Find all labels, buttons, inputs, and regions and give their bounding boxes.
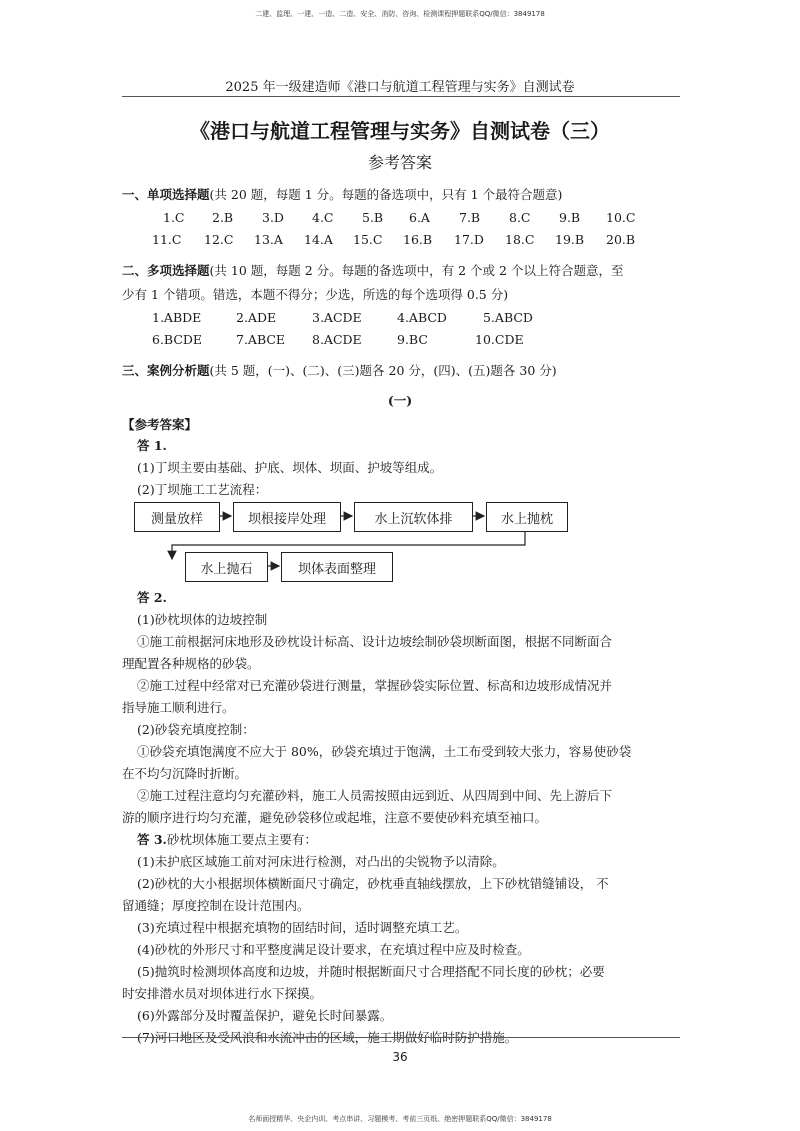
section2-heading: 二、多项选择题: [122, 263, 210, 278]
footer-rule: [122, 1037, 680, 1038]
flow-step-label: 坝根接岸处理: [247, 511, 326, 527]
section2-answers-row2: [0, 332, 800, 350]
answer-item: 8.C: [509, 210, 531, 225]
answer2-label: 答 2.: [137, 590, 167, 605]
answer3-line: (5)抛筑时检测坝体高度和边坡，并随时根据断面尺寸合理搭配不同长度的砂枕；必要: [137, 964, 605, 979]
flow-step-label: 测量放样: [150, 511, 203, 527]
flow-step-root-bank: [233, 502, 341, 532]
section2-desc-line1: (共 10 题，每题 2 分。每题的备选项中，有 2 个或 2 个以上符合题意，至: [209, 263, 624, 278]
reference-answer-label: 【参考答案】: [122, 417, 198, 432]
answer-item: 10.CDE: [475, 332, 524, 347]
answer-item: 13.A: [254, 232, 283, 247]
answer-item: 3.ACDE: [312, 310, 362, 325]
flow-step-survey: [134, 502, 220, 532]
answer2-line: ②施工过程注意均匀充灌砂料，施工人员需按照由远到近、从四周到中间、先上游后下: [137, 788, 613, 803]
answer2-line: 游的顺序进行均匀充灌，避免砂袋移位或起堆，注意不要使砂料充填至袖口。: [122, 810, 548, 825]
answer-item: 2.B: [212, 210, 234, 225]
bottom-banner: 名师面授精华、央企内训、考点串讲、习题模考、考前三页纸、绝密押题联系QQ/微信：3849178: [248, 1115, 552, 1123]
answer1-paragraph: (1)丁坝主要由基础、护底、坝体、坝面、护坡等组成。: [137, 460, 443, 475]
flow-step-surface-finish: [281, 552, 393, 582]
answer-item: 14.A: [304, 232, 333, 247]
section1-heading: 一、单项选择题: [122, 187, 210, 202]
flow-step-rock-drop: [185, 552, 268, 582]
section1-answers-row2: [0, 232, 800, 250]
section2-answers-row1: [0, 310, 800, 328]
answer2-line: ①砂袋充填饱满度不应大于 80%，砂袋充填过于饱满，土工布受到较大张力，容易使砂袋: [137, 744, 632, 759]
answer-item: 5.B: [362, 210, 384, 225]
answer-item: 15.C: [353, 232, 383, 247]
flow-step-label: 坝体表面整理: [297, 561, 376, 577]
answer-item: 19.B: [555, 232, 585, 247]
answer-item: 11.C: [152, 232, 182, 247]
answer2-line: 在不均匀沉降时折断。: [122, 766, 248, 781]
answer-item: 3.D: [262, 210, 284, 225]
flow-step-label: 水上沉软体排: [374, 511, 453, 527]
answer3-line: (3)充填过程中根据充填物的固结时间，适时调整充填工艺。: [137, 920, 468, 935]
section3-heading-line: [122, 362, 557, 380]
answer1-paragraph: (2)丁坝施工工艺流程：: [137, 482, 268, 497]
flow-step-mattress: [354, 502, 473, 532]
answer2-line: 理配置各种规格的砂袋。: [122, 656, 260, 671]
answer-item: 7.B: [459, 210, 481, 225]
answer-item: 12.C: [204, 232, 234, 247]
answer-item: 2.ADE: [236, 310, 277, 325]
answer-item: 4.C: [312, 210, 334, 225]
section3-desc: (共 5 题，(一)、(二)、(三)题各 20 分，(四)、(五)题各 30 分): [209, 363, 557, 378]
answer-item: 6.BCDE: [152, 332, 203, 347]
answer-item: 18.C: [505, 232, 535, 247]
case-number: (一): [387, 393, 413, 408]
answer1-label: 答 1.: [137, 438, 167, 453]
answer-item: 1.ABDE: [152, 310, 202, 325]
answer-item: 17.D: [454, 232, 484, 247]
answer-item: 6.A: [409, 210, 430, 225]
answer3-line: (4)砂枕的外形尺寸和平整度满足设计要求，在充填过程中应及时检查。: [137, 942, 530, 957]
answer2-line: 指导施工顺利进行。: [122, 700, 235, 715]
answer-item: 5.ABCD: [483, 310, 533, 325]
answer3-intro: 砂枕坝体施工要点主要有：: [166, 832, 317, 847]
answer-item: 20.B: [606, 232, 636, 247]
answer3-line: (1)未护底区域施工前对河床进行检测，对凸出的尖锐物予以清除。: [137, 854, 505, 869]
top-banner: 二建、监理、一建、一造、二造、安全、消防、咨询、检测课程押题联系QQ/微信：3849178: [255, 10, 545, 18]
answer-item: 1.C: [163, 210, 185, 225]
page-number: 36: [392, 1050, 408, 1064]
page-title: 《港口与航道工程管理与实务》自测试卷（三）: [190, 119, 610, 143]
answer3-label: 答 3.: [137, 832, 167, 847]
answer-item: 10.C: [606, 210, 636, 225]
flow-step-sandbag-drop: [486, 502, 568, 532]
section2-heading-line: [122, 262, 623, 280]
answer3-intro-line: [137, 831, 317, 849]
answer3-line: (7)河口地区及受风浪和水流冲击的区域，施工期做好临时防护措施。: [137, 1030, 518, 1045]
answer3-line: (2)砂枕的大小根据坝体横断面尺寸确定，砂枕垂直轴线摆放，上下砂枕错缝铺设， 不: [137, 876, 609, 891]
answer2-line: ②施工过程中经常对已充灌砂袋进行测量，掌握砂袋实际位置、标高和边坡形成情况并: [137, 678, 613, 693]
answer-item: 9.BC: [397, 332, 428, 347]
answer3-line: 时安排潜水员对坝体进行水下探摸。: [122, 986, 323, 1001]
running-header: 2025 年一级建造师《港口与航道工程管理与实务》自测试卷: [225, 80, 575, 95]
answer-item: 8.ACDE: [312, 332, 362, 347]
section1-answers-row1: [0, 210, 800, 228]
answer2-line: (1)砂枕坝体的边坡控制: [137, 612, 268, 627]
answer-item: 4.ABCD: [397, 310, 447, 325]
answer3-line: (6)外露部分及时覆盖保护，避免长时间暴露。: [137, 1008, 393, 1023]
answer-item: 9.B: [559, 210, 581, 225]
answer3-line: 留通缝；厚度控制在设计范围内。: [122, 898, 310, 913]
answer-item: 16.B: [403, 232, 433, 247]
section2-desc-line2: 少有 1 个错项。错选，本题不得分；少选，所选的每个选项得 0.5 分): [122, 287, 509, 302]
header-rule: [122, 96, 680, 97]
answer-item: 7.ABCE: [236, 332, 286, 347]
section3-heading: 三、案例分析题: [122, 363, 210, 378]
flow-step-label: 水上抛枕: [500, 511, 553, 527]
answer2-line: (2)砂袋充填度控制：: [137, 722, 255, 737]
section1-heading-line: [122, 186, 562, 204]
flow-step-label: 水上抛石: [200, 561, 253, 577]
page-subtitle: 参考答案: [367, 153, 432, 172]
answer2-line: ①施工前根据河床地形及砂枕设计标高、设计边坡绘制砂袋坝断面图，根据不同断面合: [137, 634, 613, 649]
section1-desc: (共 20 题，每题 1 分。每题的备选项中，只有 1 个最符合题意): [209, 187, 563, 202]
